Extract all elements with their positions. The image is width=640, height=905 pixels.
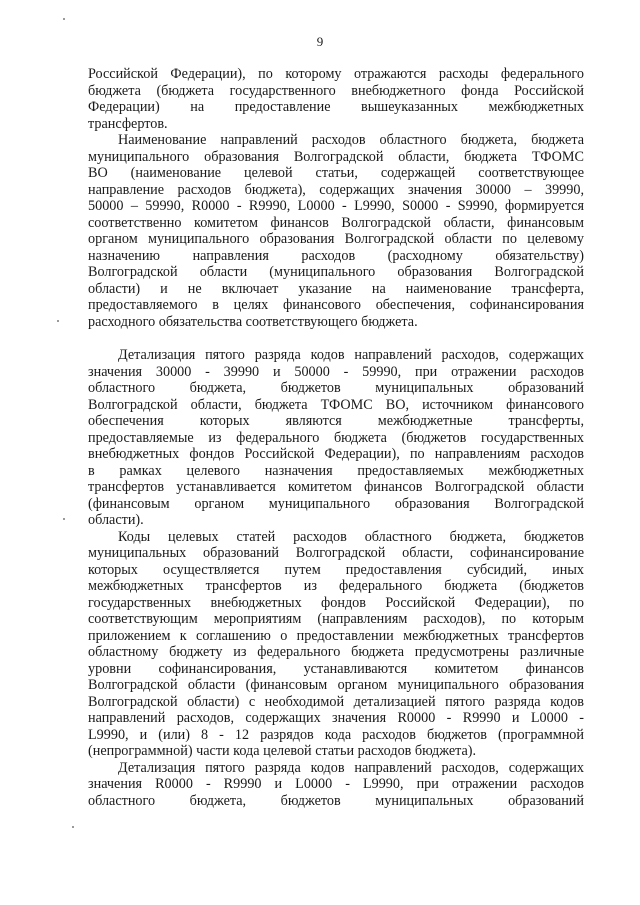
scan-mark (63, 18, 65, 20)
text-line: бюджета (бюджета государственного внебюджетного фонда Российской (88, 82, 584, 99)
text-line: межбюджетных трансфертов из федерального бюджета (бюджетов (88, 578, 584, 594)
text-line: приложением к соглашению о предоставлении межбюджетных трансфертов (88, 627, 584, 644)
text-line: Волгоградской области, бюджета ТФОМС ВО, источником финансового (88, 396, 584, 413)
text-line: значения 30000 - 39990 и 50000 - 59990, при отражении расходов (88, 363, 584, 380)
text-line: Волгоградской области (финансовым органом муниципального образования (88, 677, 584, 693)
text-line: 50000 – 59990, R0000 - R9990, L0000 - L9990, S0000 - S9990, формируется (88, 198, 584, 214)
text-line: органом муниципального образования Волгоградской области по целевому (88, 231, 584, 247)
text-line: L9990, и (или) 8 - 12 разрядов кода расходов бюджетов (программной (88, 726, 584, 743)
page-number: 9 (316, 34, 324, 49)
text-line: области). (88, 512, 144, 528)
text-line: направление расходов бюджета), содержащих значения 30000 – 39990, (88, 181, 584, 198)
text-line: предоставляемого в целях финансового обеспечения, софинансирования (88, 297, 584, 313)
text-line: соответствующим мероприятиям (направлениям расходов), по которым (88, 611, 584, 627)
text-line: назначению направления расходов (расходному обязательству) (88, 247, 584, 264)
text-line: уровни софинансирования, устанавливаются комитетом финансов (88, 660, 584, 677)
text-line: направлений расходов, содержащих значения R0000 - R9990 и L0000 - (88, 710, 584, 726)
paragraph (88, 132, 584, 330)
text-line: предоставляемые из федерального бюджета (бюджетов государственных (88, 429, 584, 446)
text-line: государственных внебюджетных фондов Российской Федерации), по (88, 594, 584, 611)
text-line: Российской Федерации), по которому отражаются расходы федерального (88, 66, 584, 82)
text-line: областного бюджета, бюджетов муниципальных образований (88, 380, 584, 396)
text-line: трансфертов устанавливается комитетом финансов Волгоградской области (88, 479, 584, 495)
text-line: Коды целевых статей расходов областного бюджета, бюджетов (118, 528, 584, 545)
text-line: Наименование направлений расходов областного бюджета, бюджета (118, 132, 584, 148)
text-line: Волгоградской области) с необходимой детализацией пятого разряда кодов (88, 693, 584, 710)
text-line: трансфертов. (88, 115, 168, 132)
text-line: области) и не включает указание на наименование трансферта, (88, 280, 584, 297)
text-line: Детализация пятого разряда кодов направлений расходов, содержащих (118, 347, 584, 363)
text-line: ВО (наименование целевой статьи, содержащей соответствующее (88, 165, 584, 181)
text-line: которых осуществляется путем предоставления субсидий, иных (88, 561, 584, 578)
paragraph (88, 347, 584, 529)
text-line: (финансовым органом муниципального образования Волгоградской (88, 495, 584, 512)
text-line: областному бюджету из федерального бюджета предусмотрены различные (88, 644, 584, 660)
scan-mark (57, 320, 59, 322)
paragraph (88, 760, 584, 810)
text-line: областного бюджета, бюджетов муниципальных образований (88, 792, 584, 809)
body-text (88, 66, 584, 809)
text-line: Волгоградской области (муниципального образования Волгоградской (88, 264, 584, 280)
text-line: Федерации) на предоставление вышеуказанных межбюджетных (88, 99, 584, 115)
paragraph-gap (88, 330, 584, 347)
text-line: муниципальных образований Волгоградской области, софинансирование (88, 545, 584, 561)
scan-mark (72, 826, 74, 828)
text-line: внебюджетных фондов Российской Федерации), по направлениям расходов (88, 446, 584, 462)
paragraph (88, 529, 584, 760)
text-line: значения R0000 - R9990 и L0000 - L9990, при отражении расходов (88, 776, 584, 792)
text-line: соответственно комитетом финансов Волгоградской области, финансовым (88, 214, 584, 231)
text-line: расходного обязательства соответствующего бюджета. (88, 313, 418, 330)
scan-mark (63, 518, 65, 520)
text-line: Детализация пятого разряда кодов направлений расходов, содержащих (118, 759, 584, 776)
text-line: в рамках целевого назначения предоставляемых межбюджетных (88, 462, 584, 479)
text-line: муниципального образования Волгоградской области, бюджета ТФОМС (88, 148, 584, 165)
text-line: (непрограммной) части кода целевой статьи расходов бюджета). (88, 743, 477, 759)
paragraph (88, 66, 584, 132)
text-line: обеспечения которых являются межбюджетные трансферты, (88, 413, 584, 429)
